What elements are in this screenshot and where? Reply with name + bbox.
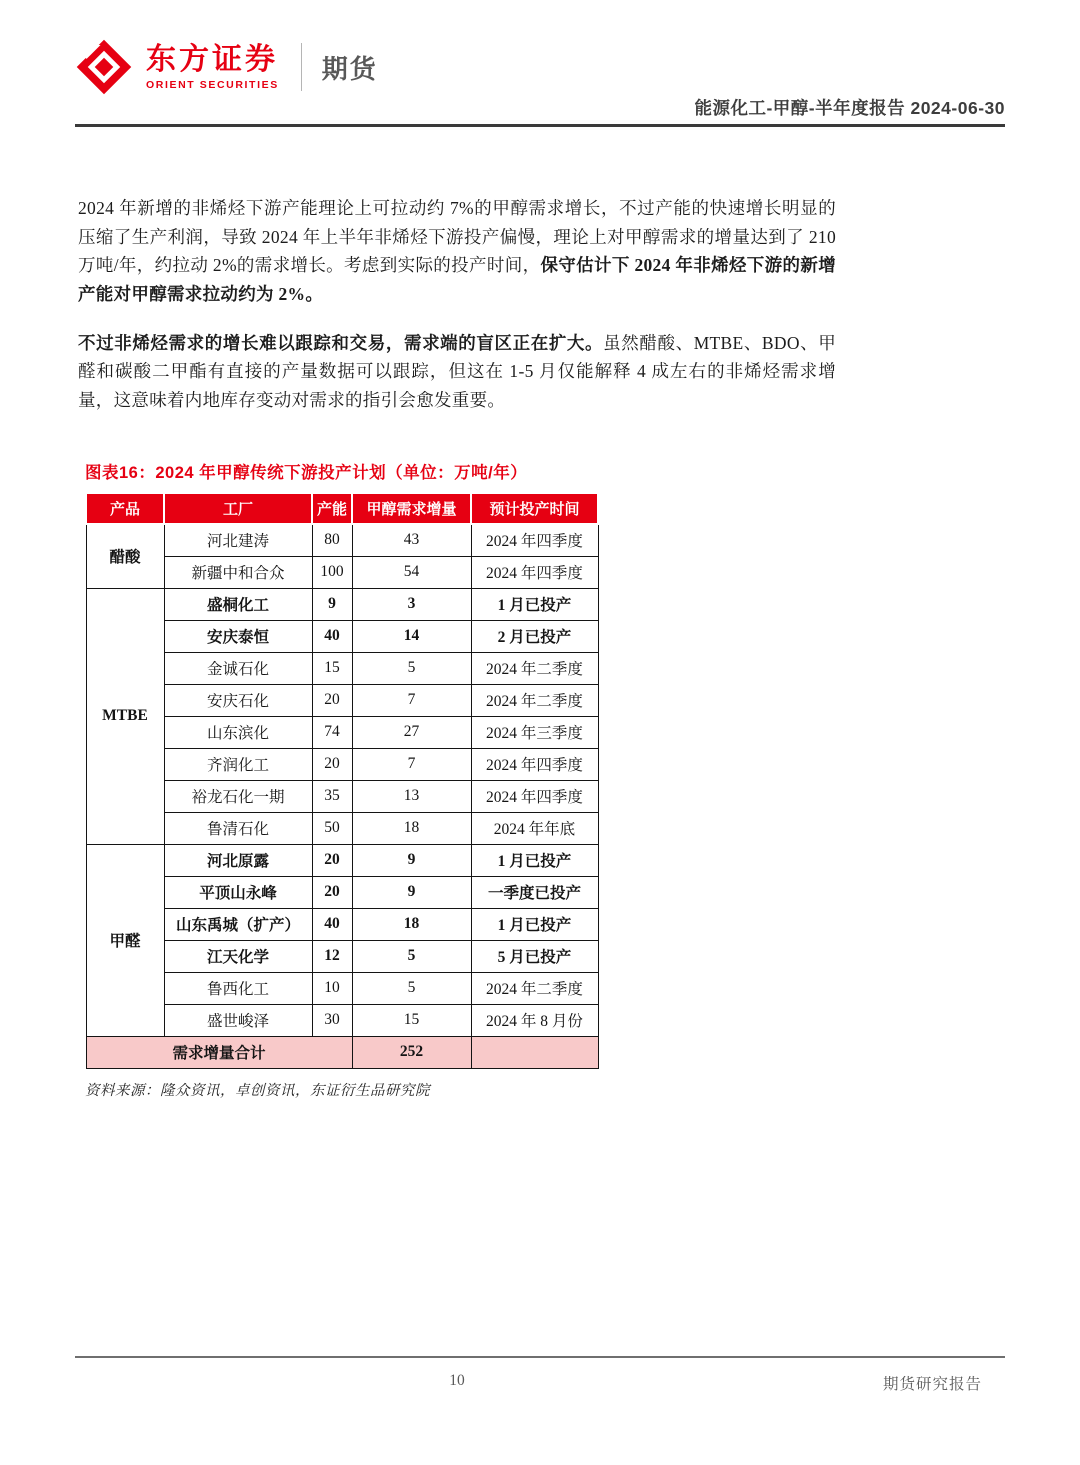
table-row: [86, 588, 598, 620]
paragraph: [78, 329, 836, 415]
capacity-cell: 50: [312, 812, 352, 844]
demand-cell: 27: [352, 716, 471, 748]
time-cell: 2024 年二季度: [471, 684, 598, 716]
orient-securities-logo-icon: [75, 38, 133, 96]
time-cell: 2024 年 8 月份: [471, 1004, 598, 1036]
paragraph-bold-segment: 不过非烯烃需求的增长难以跟踪和交易，需求端的盲区正在扩大。: [78, 332, 604, 353]
col-header-demand: 甲醇需求增量: [352, 493, 471, 524]
demand-cell: 14: [352, 620, 471, 652]
paragraph-segment: 虽然醋酸、MTBE、BDO、甲醛和碳酸二甲酯有直接的产量数据可以跟踪，但这在 1-5 月仅能解释 4 成左右的非烯烃需求增量，这意味着内地库存变动对需求的指引会愈发重要。: [78, 332, 836, 411]
factory-cell: 山东禹城（扩产）: [164, 908, 312, 940]
capacity-table-body: [86, 524, 598, 1036]
factory-cell: 河北建涛: [164, 524, 312, 556]
brand-text: [146, 43, 279, 91]
factory-cell: 金诚石化: [164, 652, 312, 684]
factory-cell: 新疆中和合众: [164, 556, 312, 588]
brand-name-cn: 东方证券: [146, 43, 278, 76]
demand-cell: 15: [352, 1004, 471, 1036]
capacity-cell: 35: [312, 780, 352, 812]
capacity-cell: 30: [312, 1004, 352, 1036]
factory-cell: 鲁西化工: [164, 972, 312, 1004]
demand-cell: 13: [352, 780, 471, 812]
time-cell: 2024 年四季度: [471, 556, 598, 588]
factory-cell: 安庆石化: [164, 684, 312, 716]
total-value: 252: [352, 1036, 471, 1068]
col-header-capacity: 产能: [312, 493, 352, 524]
factory-cell: 鲁清石化: [164, 812, 312, 844]
demand-cell: 5: [352, 652, 471, 684]
total-label: 需求增量合计: [86, 1036, 352, 1068]
report-header: [75, 36, 1005, 124]
factory-cell: 安庆泰恒: [164, 620, 312, 652]
capacity-cell: 74: [312, 716, 352, 748]
demand-cell: 7: [352, 684, 471, 716]
time-cell: 2024 年四季度: [471, 524, 598, 556]
demand-cell: 3: [352, 588, 471, 620]
factory-cell: 平顶山永峰: [164, 876, 312, 908]
factory-cell: 山东滨化: [164, 716, 312, 748]
capacity-table: [85, 492, 599, 1069]
time-cell: 2024 年二季度: [471, 972, 598, 1004]
demand-cell: 9: [352, 844, 471, 876]
time-cell: 1 月已投产: [471, 844, 598, 876]
capacity-cell: 20: [312, 844, 352, 876]
capacity-cell: 20: [312, 684, 352, 716]
time-cell: 2024 年年底: [471, 812, 598, 844]
factory-cell: 盛世峻泽: [164, 1004, 312, 1036]
header-rule: [75, 124, 1005, 127]
capacity-cell: 40: [312, 908, 352, 940]
col-header-time: 预计投产时间: [471, 493, 598, 524]
product-group-cell: MTBE: [86, 588, 164, 844]
total-row: [86, 1036, 598, 1068]
factory-cell: 裕龙石化一期: [164, 780, 312, 812]
brand-name-en: ORIENT SECURITIES: [146, 79, 279, 91]
time-cell: 2024 年四季度: [471, 780, 598, 812]
time-cell: 5 月已投产: [471, 940, 598, 972]
brand-block: [75, 38, 378, 96]
factory-cell: 河北原露: [164, 844, 312, 876]
page-number: 10: [449, 1372, 465, 1389]
capacity-cell: 12: [312, 940, 352, 972]
demand-cell: 5: [352, 972, 471, 1004]
figure-title: 图表16：2024 年甲醇传统下游投产计划（单位：万吨/年）: [85, 464, 528, 482]
col-header-factory: 工厂: [164, 493, 312, 524]
capacity-cell: 20: [312, 748, 352, 780]
capacity-cell: 20: [312, 876, 352, 908]
demand-cell: 18: [352, 908, 471, 940]
brand-divider: [301, 43, 302, 91]
demand-cell: 5: [352, 940, 471, 972]
demand-cell: 9: [352, 876, 471, 908]
time-cell: 一季度已投产: [471, 876, 598, 908]
capacity-cell: 15: [312, 652, 352, 684]
capacity-cell: 100: [312, 556, 352, 588]
col-header-product: 产品: [86, 493, 164, 524]
factory-cell: 盛桐化工: [164, 588, 312, 620]
demand-cell: 54: [352, 556, 471, 588]
division-label: 期货: [321, 53, 378, 84]
table-row: [86, 524, 598, 556]
paragraph-segment: 2024 年新增的非烯烃下游产能理论上可拉动约 7%的甲醇需求增长，不过产能的快速增长明显的压缩了生产利润，导致 2024 年上半年非烯烃下游投产偏慢，理论上对甲醇需求的增量达到了 210 万吨/年，约拉动 2%的需求增长。考虑到实际的投产时间，: [78, 198, 836, 276]
source-note: 资料来源：隆众资讯，卓创资讯，东证衍生品研究院: [85, 1082, 430, 1099]
time-cell: 2024 年二季度: [471, 652, 598, 684]
factory-cell: 齐润化工: [164, 748, 312, 780]
demand-cell: 18: [352, 812, 471, 844]
table-header-row: [86, 493, 598, 524]
capacity-cell: 9: [312, 588, 352, 620]
figure-16: [85, 459, 645, 1100]
time-cell: 2 月已投产: [471, 620, 598, 652]
demand-cell: 43: [352, 524, 471, 556]
paragraph-bold-segment: 保守估计下 2024 年非烯烃下游的新增产能对甲醇需求拉动约为 2%。: [78, 255, 837, 305]
demand-cell: 7: [352, 748, 471, 780]
total-empty-cell: [471, 1036, 598, 1068]
report-type-label: 期货研究报告: [882, 1376, 982, 1393]
time-cell: 2024 年三季度: [471, 716, 598, 748]
body-paragraphs: [78, 194, 836, 435]
time-cell: 2024 年四季度: [471, 748, 598, 780]
capacity-cell: 10: [312, 972, 352, 1004]
time-cell: 1 月已投产: [471, 908, 598, 940]
footer-rule: [75, 1356, 1005, 1358]
product-group-cell: 甲醛: [86, 844, 164, 1036]
capacity-cell: 40: [312, 620, 352, 652]
document-title: 能源化工-甲醇-半年度报告 2024-06-30: [694, 98, 1005, 118]
product-group-cell: 醋酸: [86, 524, 164, 588]
factory-cell: 江天化学: [164, 940, 312, 972]
time-cell: 1 月已投产: [471, 588, 598, 620]
paragraph: [78, 194, 836, 309]
table-row: [86, 844, 598, 876]
capacity-cell: 80: [312, 524, 352, 556]
